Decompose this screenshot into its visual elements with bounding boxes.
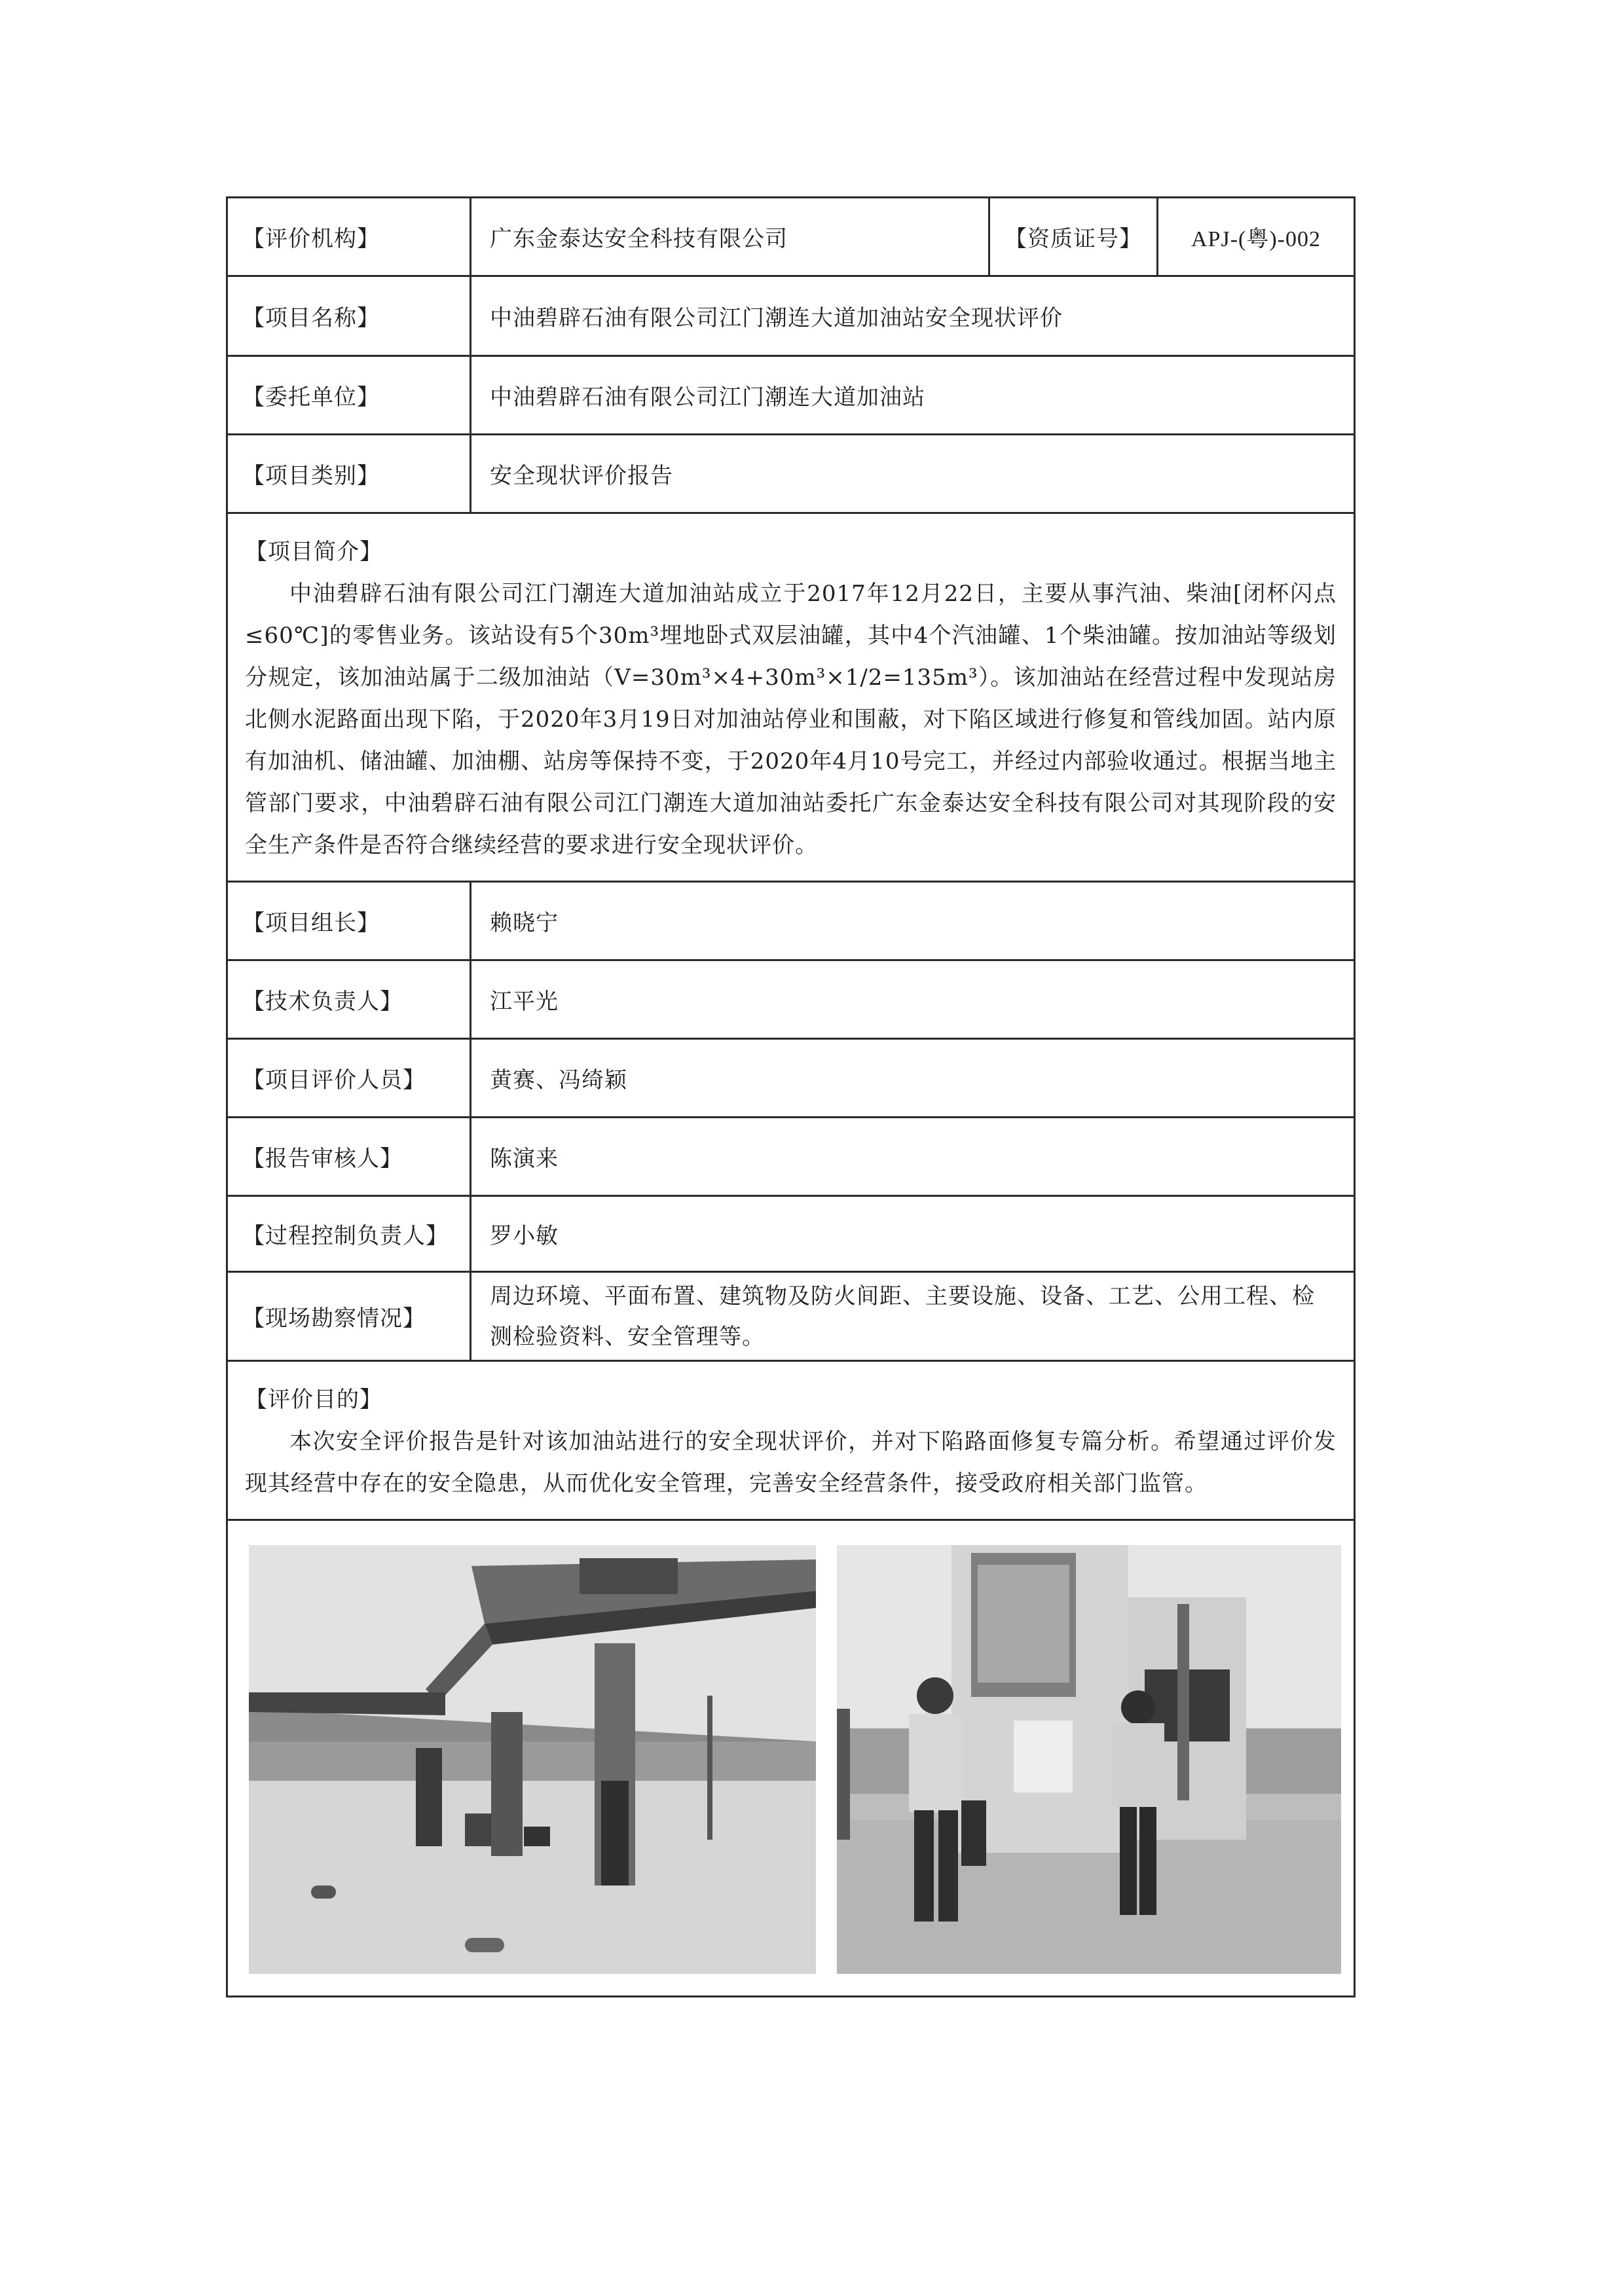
qualification-label: 【资质证号】 xyxy=(988,198,1158,275)
agency-row xyxy=(228,198,1354,277)
evaluators-label: 【项目评价人员】 xyxy=(228,1040,471,1116)
inspectors-photo xyxy=(837,1545,1341,1974)
leader-value: 赖晓宁 xyxy=(490,910,559,936)
purpose-title: 【评价目的】 xyxy=(245,1387,382,1413)
category-label: 【项目类别】 xyxy=(228,435,471,512)
reviewer-row xyxy=(228,1118,1354,1197)
intro-block xyxy=(228,514,1354,881)
gas-station-photo xyxy=(249,1545,816,1974)
agency-value: 广东金泰达安全科技有限公司 xyxy=(490,226,788,252)
project-name-value: 中油碧辟石油有限公司江门潮连大道加油站安全现状评价 xyxy=(490,305,1063,331)
evaluators-value: 黄赛、冯绮颖 xyxy=(490,1067,627,1093)
tech-value: 江平光 xyxy=(490,989,559,1015)
reviewer-label: 【报告审核人】 xyxy=(228,1118,471,1195)
client-row xyxy=(228,357,1354,435)
intro-title: 【项目简介】 xyxy=(245,539,382,565)
survey-value: 周边环境、平面布置、建筑物及防火间距、主要设施、设备、工艺、公用工程、检测检验资料、安全管理等。 xyxy=(490,1283,1315,1350)
gas-station-canopy-icon xyxy=(249,1545,816,1974)
intro-row xyxy=(228,514,1354,883)
survey-label: 【现场勘察情况】 xyxy=(228,1273,471,1360)
client-value: 中油碧辟石油有限公司江门潮连大道加油站 xyxy=(490,384,925,410)
evaluation-info-form xyxy=(226,196,1356,1997)
survey-row xyxy=(228,1273,1354,1362)
purpose-row xyxy=(228,1362,1354,1521)
category-row xyxy=(228,435,1354,514)
tech-row xyxy=(228,961,1354,1040)
tech-label: 【技术负责人】 xyxy=(228,961,471,1038)
process-label: 【过程控制负责人】 xyxy=(228,1197,471,1271)
purpose-block xyxy=(228,1362,1354,1519)
purpose-text: 本次安全评价报告是针对该加油站进行的安全现状评价，并对下陷路面修复专篇分析。希望通过评价发现其经营中存在的安全隐患，从而优化安全管理，完善安全经营条件，接受政府相关部门监管。 xyxy=(245,1429,1337,1497)
client-label: 【委托单位】 xyxy=(228,357,471,433)
qualification-value: APJ-(粤)-002 xyxy=(1191,227,1321,251)
agency-label: 【评价机构】 xyxy=(228,198,471,275)
photos-row xyxy=(228,1521,1354,1995)
project-name-label: 【项目名称】 xyxy=(228,277,471,355)
process-row xyxy=(228,1197,1354,1273)
project-name-row xyxy=(228,277,1354,357)
leader-label: 【项目组长】 xyxy=(228,883,471,959)
leader-row xyxy=(228,883,1354,961)
category-value: 安全现状评价报告 xyxy=(490,463,673,489)
reviewer-value: 陈演来 xyxy=(490,1146,559,1172)
process-value: 罗小敏 xyxy=(490,1223,559,1249)
evaluators-row xyxy=(228,1040,1354,1118)
two-people-at-fuel-dispenser-icon xyxy=(837,1545,1341,1974)
intro-text: 中油碧辟石油有限公司江门潮连大道加油站成立于2017年12月22日，主要从事汽油、柴油[闭杯闪点≤60℃]的零售业务。该站设有5个30m³埋地卧式双层油罐，其中4个汽油罐、1个柴油罐。按加油站等级划分规定，该加油站属于二级加油站（V=30m³×4+30m³×1/2=135m³）。该加油站在经营过程中发现站房北侧水泥路面出现下陷，于2020年3月19日对加油站停业和围蔽，对下陷区域进行修复和管线加固。站内原有加油机、储油罐、加油棚、站房等保持不变，于2020年4月10号完工，并经过内部验收通过。根据当地主管部门要求，中油碧辟石油有限公司江门潮连大道加油站委托广东金泰达安全科技有限公司对其现阶段的安全生产条件是否符合继续经营的要求进行安全现状评价。 xyxy=(245,581,1337,858)
